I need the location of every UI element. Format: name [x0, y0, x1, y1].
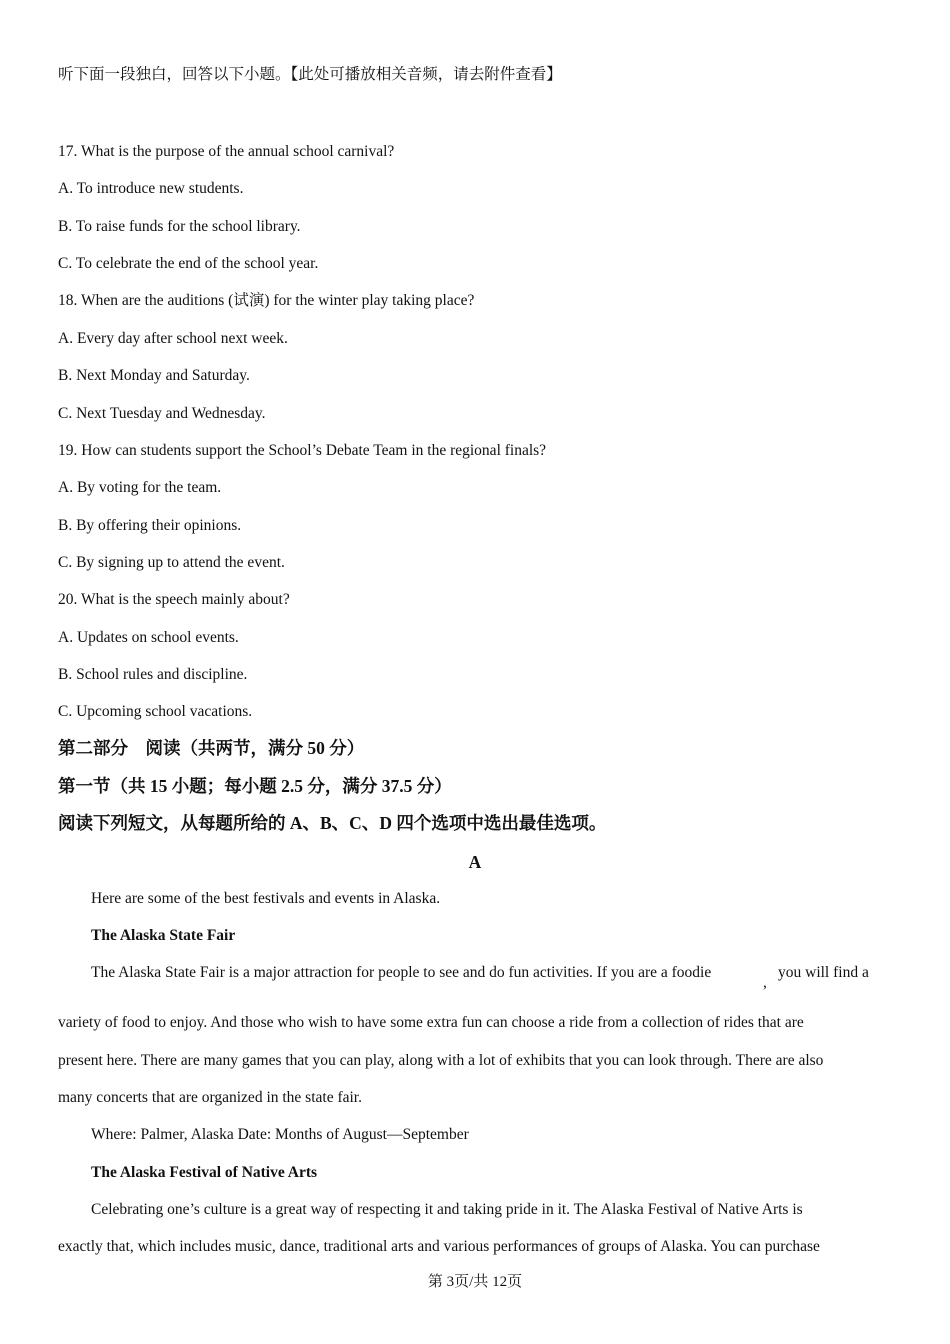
passage-intro: Here are some of the best festivals and events in Alaska. — [91, 890, 441, 907]
option-17b: B. To raise funds for the school library. — [58, 218, 301, 235]
option-20a: A. Updates on school events. — [58, 629, 239, 646]
passage-label: A — [468, 852, 482, 872]
fair-where: Where: Palmer, Alaska Date: Months of August—September — [91, 1126, 469, 1143]
fair-text-line1: The Alaska State Fair is a major attraction for people to see and do fun activities. If you are a foodie — [91, 964, 712, 981]
option-18b: B. Next Monday and Saturday. — [58, 367, 250, 384]
option-17c: C. To celebrate the end of the school year. — [58, 255, 319, 272]
option-19a: A. By voting for the team. — [58, 479, 222, 496]
native-title: The Alaska Festival of Native Arts — [91, 1164, 318, 1181]
question-18: 18. When are the auditions (试演) for the winter play taking place? — [58, 292, 475, 309]
question-19: 19. How can students support the School’s Debate Team in the regional finals? — [58, 442, 547, 459]
question-17: 17. What is the purpose of the annual school carnival? — [58, 143, 395, 160]
question-20: 20. What is the speech mainly about? — [58, 591, 290, 608]
listening-instruction: 听下面一段独白，回答以下小题。【此处可播放相关音频，请去附件查看】 — [58, 66, 562, 83]
fair-title: The Alaska State Fair — [91, 927, 236, 944]
native-text-line1: Celebrating one’s culture is a great way of respecting it and taking pride in it. The Alaska Festival of Native Arts is — [91, 1201, 803, 1218]
fair-text-line4: many concerts that are organized in the state fair. — [58, 1089, 362, 1106]
reading-instruction: 阅读下列短文，从每题所给的 A、B、C、D 四个选项中选出最佳选项。 — [58, 813, 607, 833]
option-19b: B. By offering their opinions. — [58, 517, 242, 534]
native-text-line2: exactly that, which includes music, dance, traditional arts and various performances of groups of Alaska. You can purchase — [58, 1238, 820, 1255]
page-footer: 第 3页/共 12页 — [427, 1274, 523, 1290]
option-18c: C. Next Tuesday and Wednesday. — [58, 405, 266, 422]
option-20b: B. School rules and discipline. — [58, 666, 248, 683]
fair-text-line3: present here. There are many games that you can play, along with a lot of exhibits that you can look through. There are also — [58, 1052, 824, 1069]
section1-title: 第一节（共 15 小题；每小题 2.5 分，满分 37.5 分） — [58, 776, 452, 796]
option-18a: A. Every day after school next week. — [58, 330, 288, 347]
option-20c: C. Upcoming school vacations. — [58, 703, 253, 720]
fair-text-line1-end: you will find a — [778, 964, 869, 981]
option-17a: A. To introduce new students. — [58, 180, 244, 197]
fair-text-line2: variety of food to enjoy. And those who wish to have some extra fun can choose a ride from a collection of rides that are — [58, 1014, 804, 1031]
option-19c: C. By signing up to attend the event. — [58, 554, 285, 571]
fair-comma: , — [763, 974, 767, 991]
part2-title: 第二部分 阅读（共两节，满分 50 分） — [58, 738, 365, 758]
